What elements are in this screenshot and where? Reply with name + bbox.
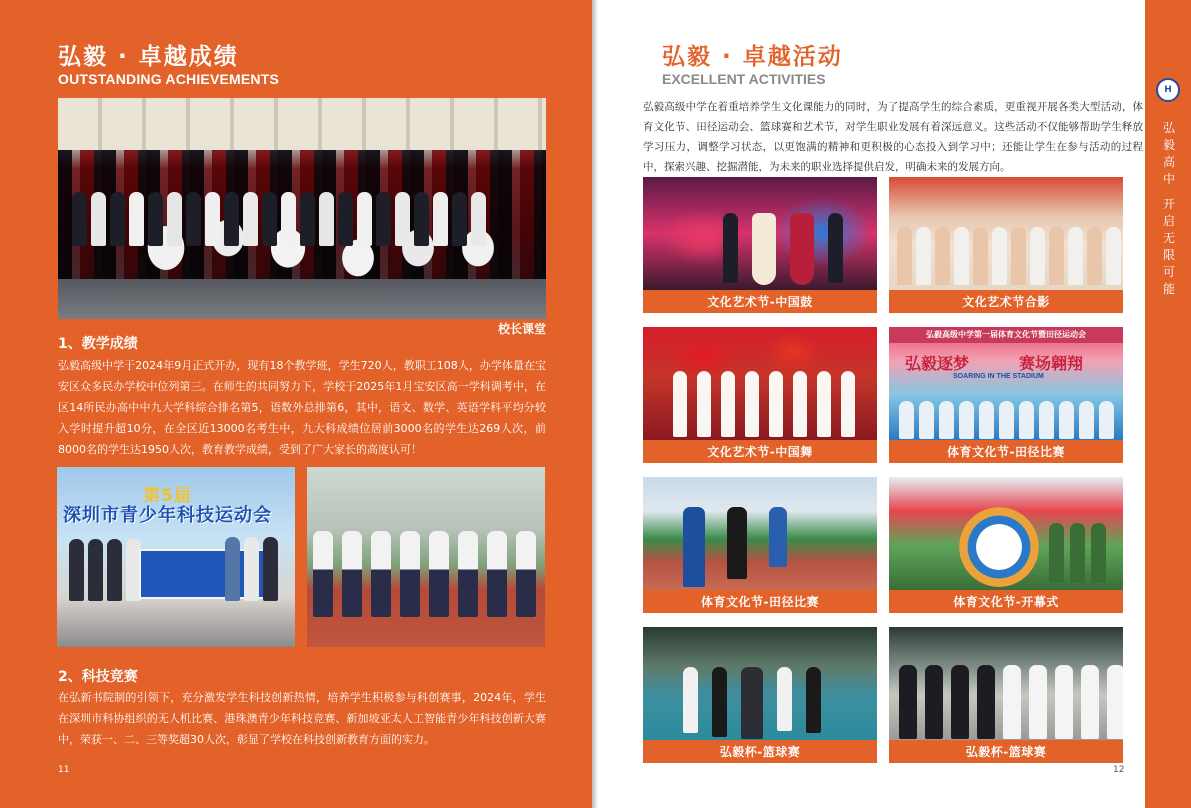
tech-games-team xyxy=(69,539,141,601)
section-heading-teaching: 1、教学成绩 xyxy=(58,336,138,352)
art-festival-group-photo xyxy=(889,177,1123,290)
audience-back-row xyxy=(72,192,486,246)
hero-photo-caption: 校长课堂 xyxy=(497,322,546,336)
tech-games-name: 深圳市青少年科技运动会 xyxy=(63,505,272,526)
section-heading-tech-competition: 2、科技竞赛 xyxy=(58,669,138,685)
activities-intro: 弘毅高级中学在着重培养学生文化课能力的同时，为了提高学生的综合素质，更重视开展各类大型活动，体育文化节、田径运动会、篮球赛和艺术节，对学生职业发展有着深远意义。这些活动不仅能够帮助学生释放学习压力，调整学习状态，以更饱满的精神和更积极的心态投入到学习中；还能让学生在参与活动的过程中，探索兴趣、挖掘潜能，为未来的职业选择提供启发，明确未来的发展方向。 xyxy=(643,101,1143,173)
photo-tile-basketball-1 xyxy=(643,627,877,763)
right-page-title: 弘毅 · 卓越活动 xyxy=(662,44,843,70)
left-page-subtitle: OUTSTANDING ACHIEVEMENTS xyxy=(58,71,280,87)
right-page-subtitle: EXCELLENT ACTIVITIES xyxy=(662,71,826,87)
photo-tile-track-race xyxy=(643,477,877,613)
photo-tile-chinese-drum xyxy=(643,177,877,313)
school-logo-icon: H xyxy=(1156,78,1180,102)
opening-ceremony-photo xyxy=(889,477,1123,590)
section-body-teaching: 弘毅高级中学于2024年9月正式开办，现有18个教学班，学生720人，教职工108人，办学体量在宝安区众多民办学校中位列第三。在师生的共同努力下，学校于2025年1月宝安区高一学科调考中，在区14所民办高中中九大学科综合排名第5，语数外总排第6，其中，语文、数学、英语学科平均分较入学时提升超10分，在全区近13000名考生中，九大科成绩位居前3000名的学生达269人次，前8000名的学生达1950人次，教育教学成绩，受到了广大家长的高度认可！ xyxy=(58,359,546,456)
slogan-english: SOARING IN THE STADIUM xyxy=(953,373,1044,380)
tile-caption: 文化艺术节-中国舞 xyxy=(707,445,813,459)
sports-festival-banner: 弘毅高级中学第一届体育文化节暨田径运动会 xyxy=(889,327,1123,343)
tile-caption: 弘毅杯-篮球赛 xyxy=(965,745,1047,759)
chinese-dance-photo xyxy=(643,327,877,440)
tech-games-photo xyxy=(57,467,295,647)
page-number-left: 11 xyxy=(58,765,70,775)
page-number-right: 12 xyxy=(1113,765,1125,775)
emblem-icon xyxy=(959,507,1039,587)
track-race-photo xyxy=(643,477,877,590)
tile-caption: 体育文化节-田径比赛 xyxy=(947,445,1065,459)
auditorium-floor xyxy=(58,279,546,319)
slogan-right: 赛场翱翔 xyxy=(1019,354,1084,373)
basketball-game-photo xyxy=(643,627,877,740)
photo-tile-chinese-dance xyxy=(643,327,877,463)
section-body-tech-competition: 在弘新书院制的引领下，充分激发学生科技创新热情，培养学生积极参与科创赛事，2024年，学生在深圳市科协组织的无人机比赛、港珠澳青少年科技竞赛、新加坡亚太人工智能青少年科技创新大赛中，荣获一、二、三等奖超30人次，彰显了学校在科技创新教育方面的实力。 xyxy=(58,691,546,746)
sports-festival-photo xyxy=(889,327,1123,440)
tile-caption: 文化艺术节-中国鼓 xyxy=(707,295,813,309)
photo-tile-art-group xyxy=(889,177,1123,313)
award-students xyxy=(313,531,536,617)
principal-class-photo xyxy=(58,98,546,319)
slogan-left: 弘毅逐梦 xyxy=(905,354,970,373)
photo-tile-sports-opening xyxy=(889,327,1123,463)
award-students-photo xyxy=(307,467,545,647)
side-slogan-motto: 开启无限可能 xyxy=(1162,197,1175,296)
photo-tile-basketball-2 xyxy=(889,627,1123,763)
chinese-drum-photo xyxy=(643,177,877,290)
auditorium-ceiling xyxy=(58,98,546,150)
photo-tile-opening-ceremony xyxy=(889,477,1123,613)
right-page xyxy=(598,0,1191,808)
left-page xyxy=(0,0,592,808)
tile-caption: 体育文化节-田径比赛 xyxy=(701,595,819,609)
left-page-title: 弘毅 · 卓越成绩 xyxy=(58,44,239,70)
tech-games-edition: 第5届 xyxy=(143,486,192,506)
side-slogan-school: 弘毅高中 xyxy=(1162,121,1175,186)
basketball-team-photo xyxy=(889,627,1123,740)
tile-caption: 文化艺术节合影 xyxy=(962,295,1050,309)
tile-caption: 弘毅杯-篮球赛 xyxy=(719,745,801,759)
tile-caption: 体育文化节-开幕式 xyxy=(953,595,1059,609)
